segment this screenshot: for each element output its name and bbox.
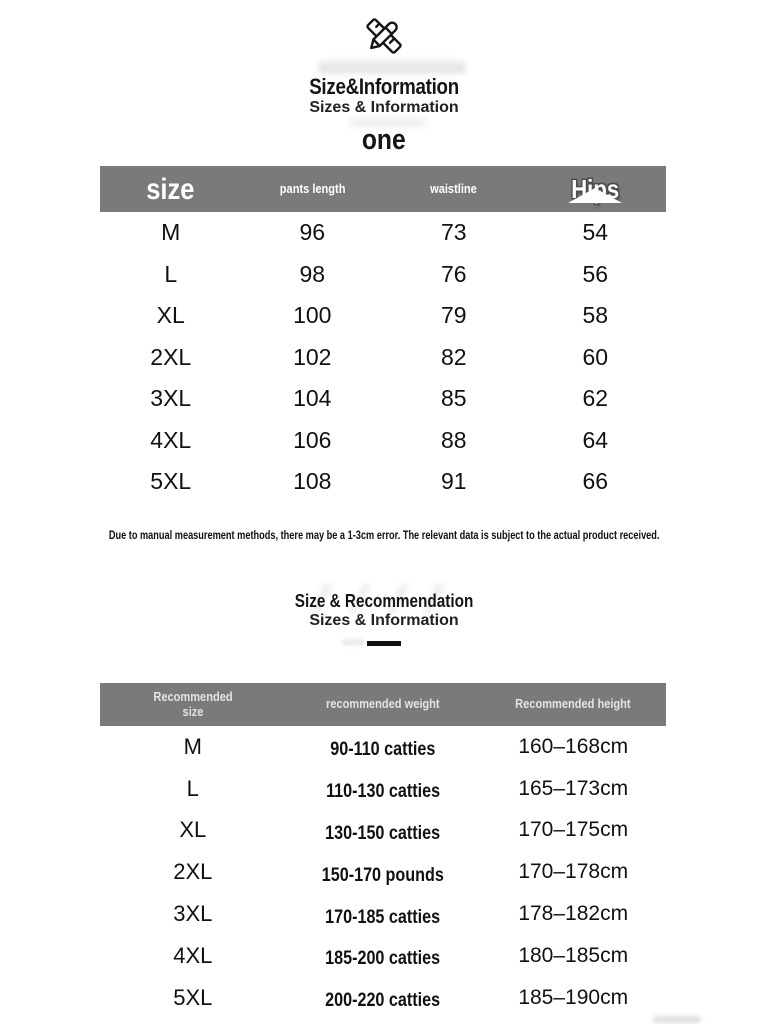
hips-cell: 64 xyxy=(582,426,609,453)
table-row xyxy=(100,461,666,503)
measurement-note xyxy=(0,530,768,542)
recommendation-table xyxy=(100,683,666,1019)
recommendation-subtitle xyxy=(0,612,768,630)
pants-length-cell: 106 xyxy=(293,426,332,453)
col-header-recommended-height xyxy=(480,697,666,711)
table-row xyxy=(100,337,666,379)
size-table-header xyxy=(100,166,666,212)
table-row xyxy=(100,295,666,337)
size-cell: 5XL xyxy=(173,984,213,1010)
recommendation-title xyxy=(0,591,768,612)
table-row xyxy=(100,935,666,977)
underline-accent xyxy=(367,641,401,646)
size-cell: L xyxy=(164,260,178,287)
recommendation-subtitle-text: Sizes & Information xyxy=(309,612,459,629)
weight-cell xyxy=(286,732,481,761)
table-row xyxy=(100,726,666,768)
size-cell: 3XL xyxy=(173,901,213,927)
pants-length-cell: 108 xyxy=(293,468,332,495)
table-row xyxy=(100,893,666,935)
erased-text-artifact xyxy=(653,1016,701,1023)
col-header-pants-length xyxy=(242,182,384,196)
recommendation-table-body xyxy=(100,726,666,1019)
size-cell: 5XL xyxy=(150,468,192,495)
size-cell: M xyxy=(161,219,181,246)
weight-cell xyxy=(286,858,481,887)
variant-label xyxy=(0,124,768,157)
weight-text: 185-200 catties xyxy=(325,948,441,970)
weight-text: 170-185 catties xyxy=(325,906,441,928)
page-title xyxy=(0,74,768,100)
weight-text: 200-220 catties xyxy=(325,990,441,1012)
pants-length-cell: 98 xyxy=(299,260,326,287)
weight-cell xyxy=(286,774,481,803)
hips-cell: 62 xyxy=(582,385,609,412)
weight-cell xyxy=(286,900,481,929)
col-header-recommended-size xyxy=(100,690,286,719)
size-cell: XL xyxy=(156,302,185,329)
hips-cell: 54 xyxy=(582,219,609,246)
col-header-recommended-weight-text: recommended weight xyxy=(326,696,440,712)
size-cell: 3XL xyxy=(150,385,192,412)
size-cell: 2XL xyxy=(150,343,192,370)
table-row xyxy=(100,810,666,852)
weight-text: 130-150 catties xyxy=(325,822,441,844)
pants-length-cell: 100 xyxy=(293,302,332,329)
weight-text: 150-170 pounds xyxy=(321,864,445,886)
height-cell: 170–175cm xyxy=(518,818,629,842)
table-row xyxy=(100,768,666,810)
weight-text: 110-130 catties xyxy=(325,781,441,803)
pencil-ruler-icon xyxy=(0,12,768,65)
height-cell: 180–185cm xyxy=(518,943,629,967)
page-subtitle-text: Sizes & Information xyxy=(309,99,459,116)
waistline-cell: 76 xyxy=(440,260,467,287)
col-header-waistline-text: waistline xyxy=(430,180,478,196)
size-cell: 4XL xyxy=(173,942,213,968)
waistline-cell: 88 xyxy=(440,426,467,453)
recommendation-table-header xyxy=(100,683,666,726)
page-title-text: Size&Information xyxy=(309,74,459,99)
recommendation-title-text: Size & Recommendation xyxy=(294,591,474,611)
weight-cell xyxy=(286,983,481,1012)
weight-cell xyxy=(286,941,481,970)
pants-length-cell: 102 xyxy=(293,343,332,370)
table-row xyxy=(100,977,666,1019)
height-cell: 178–182cm xyxy=(518,902,629,926)
waistline-cell: 91 xyxy=(440,468,467,495)
table-row xyxy=(100,254,666,296)
size-cell: L xyxy=(186,775,199,801)
pants-length-cell: 96 xyxy=(299,219,326,246)
col-header-hips-text: Hips xyxy=(571,173,620,204)
size-cell: 4XL xyxy=(150,426,192,453)
erased-text-artifact xyxy=(318,61,466,74)
height-cell: 185–190cm xyxy=(518,985,629,1009)
page-subtitle xyxy=(0,99,768,117)
waistline-cell: 82 xyxy=(440,343,467,370)
size-table xyxy=(100,166,666,503)
waistline-cell: 73 xyxy=(440,219,467,246)
pants-length-cell: 104 xyxy=(293,385,332,412)
weight-cell xyxy=(286,816,481,845)
size-cell: M xyxy=(183,733,202,759)
height-cell: 170–178cm xyxy=(518,860,629,884)
waistline-cell: 79 xyxy=(440,302,467,329)
col-header-recommended-size-text: Recommended size xyxy=(153,689,233,719)
height-cell: 165–173cm xyxy=(518,776,629,800)
size-cell: XL xyxy=(179,817,207,843)
col-header-waistline xyxy=(383,182,525,196)
size-table-body xyxy=(100,212,666,503)
col-header-size xyxy=(100,173,242,206)
col-header-size-text: size xyxy=(146,172,195,206)
table-row xyxy=(100,851,666,893)
table-row xyxy=(100,420,666,462)
white-notch-decoration xyxy=(568,188,622,203)
hips-cell: 58 xyxy=(582,302,609,329)
waistline-cell: 85 xyxy=(440,385,467,412)
erased-text-artifact xyxy=(342,640,364,645)
col-header-pants-length-text: pants length xyxy=(279,180,346,196)
weight-text: 90-110 catties xyxy=(330,739,436,761)
hips-cell: 60 xyxy=(582,343,609,370)
col-header-hips xyxy=(525,175,667,204)
hips-cell: 56 xyxy=(582,260,609,287)
measurement-note-text: Due to manual measurement methods, there may be a 1-3cm error. The relevant data is subject to the actual product received. xyxy=(108,530,660,542)
table-row xyxy=(100,378,666,420)
col-header-recommended-weight xyxy=(286,697,481,711)
table-row xyxy=(100,212,666,254)
height-cell: 160–168cm xyxy=(518,734,629,758)
col-header-recommended-height-text: Recommended height xyxy=(515,696,631,712)
size-cell: 2XL xyxy=(173,859,213,885)
hips-cell: 66 xyxy=(582,468,609,495)
variant-label-text: one xyxy=(362,124,406,156)
